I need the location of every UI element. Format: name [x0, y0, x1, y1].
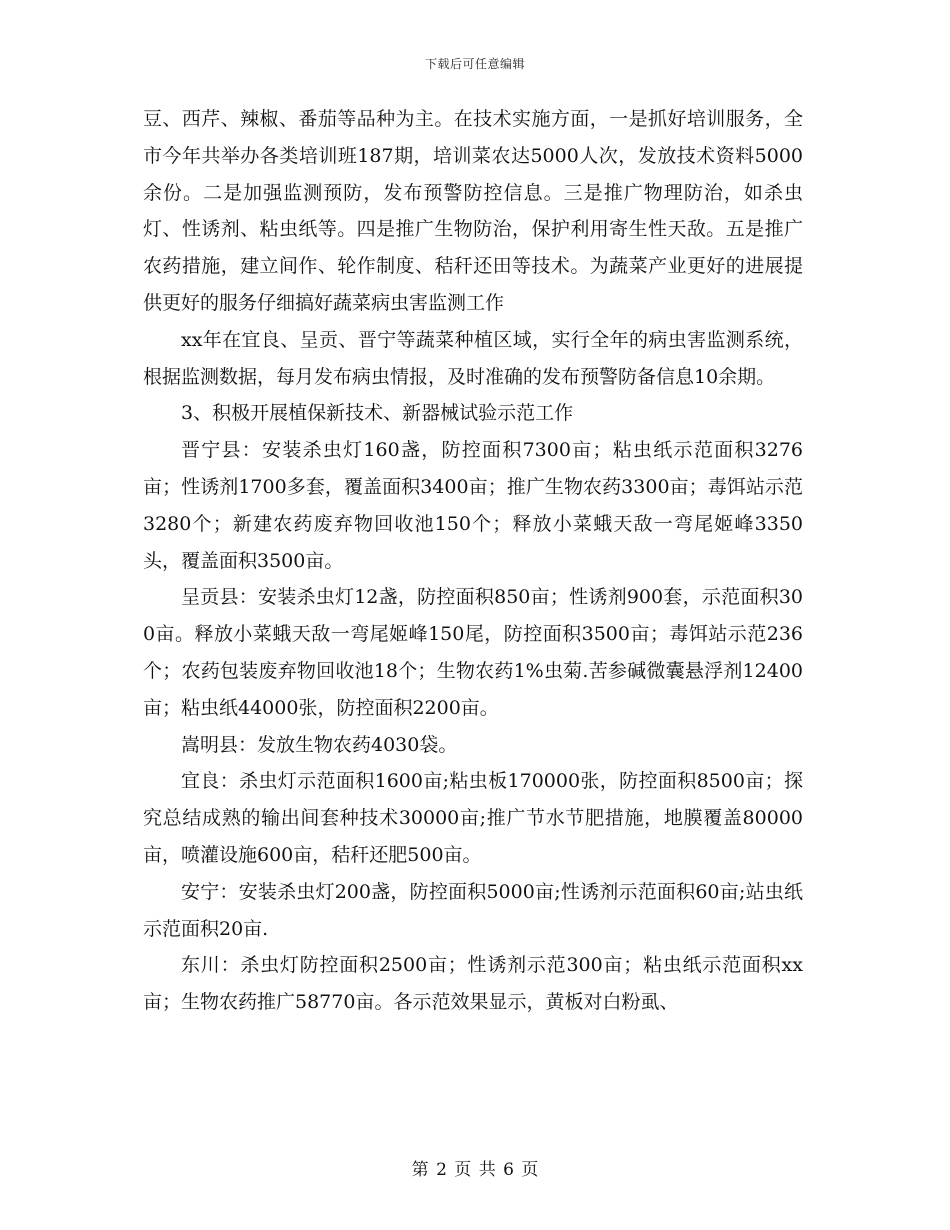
paragraph-training-services: 豆、西芹、辣椒、番茄等品种为主。在技术实施方面，一是抓好培训服务，全市今年共举办各类培训班187期，培训菜农达5000人次，发放技术资料5000余份。二是加强监测预防，发布预警防控信息。三是推广物理防治，如杀虫灯、性诱剂、粘虫纸等。四是推广生物防治，保护利用寄生性天敌。五是推广农药措施，建立间作、轮作制度、秸秆还田等技术。为蔬菜产业更好的进展提供更好的服务仔细搞好蔬菜病虫害监测工作 — [143, 108, 803, 314]
paragraph-songming: 嵩明县：发放生物农药4030袋。 — [181, 733, 458, 756]
document-body — [143, 101, 803, 1021]
page-number-footer: 第 2 页 共 6 页 — [411, 1160, 539, 1180]
page-header-note: 下载后可任意编辑 — [424, 57, 525, 71]
paragraph-dongchuan: 东川：杀虫灯防控面积2500亩；性诱剂示范300亩；粘虫纸示范面积xx亩；生物农药推广58770亩。各示范效果显示，黄板对白粉虱、 — [143, 954, 803, 1014]
section-heading-demonstration: 3、积极开展植保新技术、新器械试验示范工作 — [181, 402, 574, 425]
paragraph-chenggong: 呈贡县：安装杀虫灯12盏，防控面积850亩；性诱剂900套，示范面积300亩。释放小菜蛾天敌一弯尾姬峰150尾，防控面积3500亩；毒饵站示范236个；农药包装废弃物回收池18个；生物农药1%虫菊.苦参碱微囊悬浮剂12400亩；粘虫纸44000张，防控面积2200亩。 — [143, 586, 803, 719]
paragraph-yiliang: 宜良：杀虫灯示范面积1600亩;粘虫板170000张，防控面积8500亩；探究总结成熟的输出间套种技术30000亩;推广节水节肥措施，地膜覆盖80000亩，喷灌设施600亩，秸秆还肥500亩。 — [143, 770, 803, 866]
paragraph-anning: 安宁：安装杀虫灯200盏，防控面积5000亩;性诱剂示范面积60亩;站虫纸示范面积20亩. — [143, 880, 803, 940]
paragraph-monitoring-system: xx年在宜良、呈贡、晋宁等蔬菜种植区域，实行全年的病虫害监测系统，根据监测数据，每月发布病虫情报，及时准确的发布预警防备信息10余期。 — [143, 328, 803, 388]
paragraph-jinning: 晋宁县：安装杀虫灯160盏，防控面积7300亩；粘虫纸示范面积3276亩；性诱剂1700多套，覆盖面积3400亩；推广生物农药3300亩；毒饵站示范3280个；新建农药废弃物回收池150个；释放小菜蛾天敌一弯尾姬峰3350头，覆盖面积3500亩。 — [143, 439, 803, 572]
